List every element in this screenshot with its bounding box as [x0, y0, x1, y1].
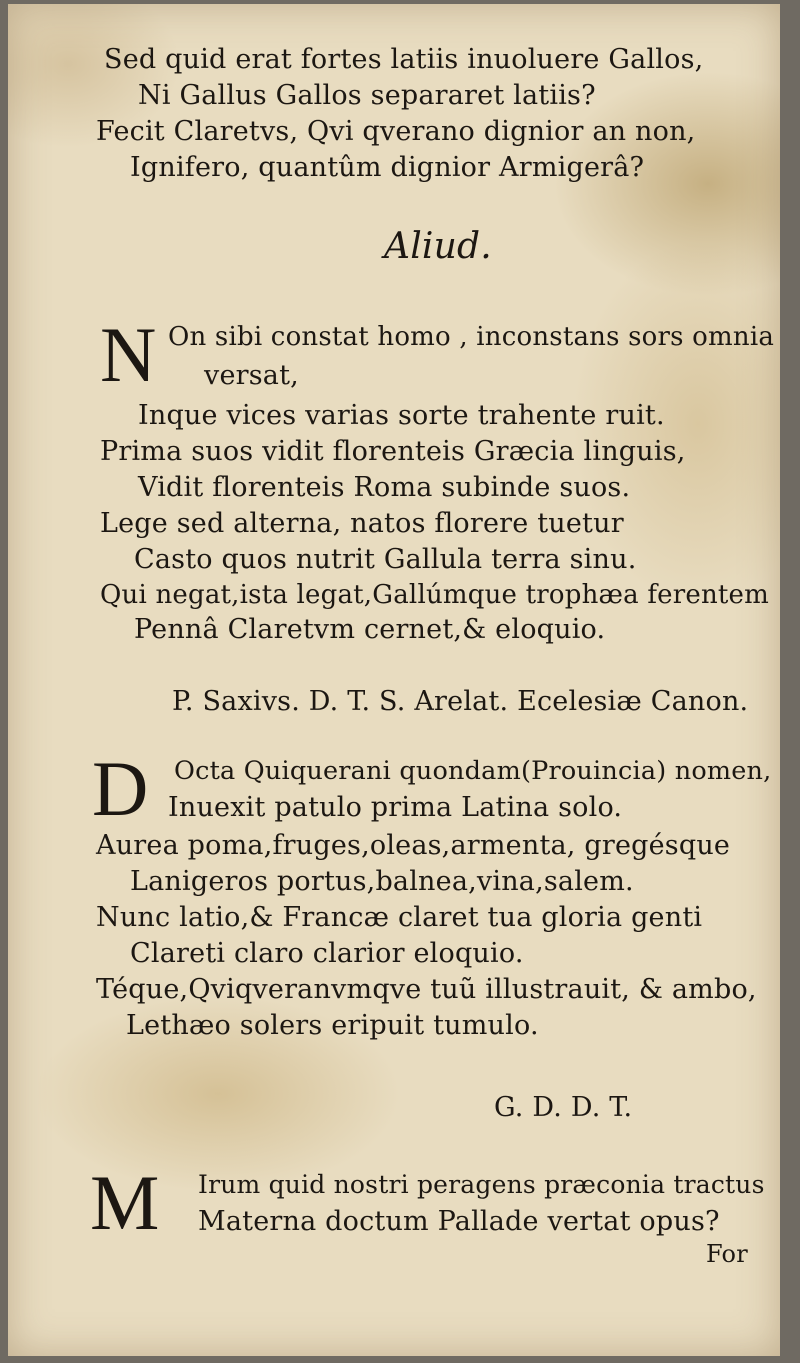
- poem2-line-6: Lege sed alterna, natos florere tuetur: [100, 508, 624, 539]
- poem3-line-2: Inuexit patulo prima Latina solo.: [168, 792, 623, 823]
- poem2-line-9: Pennâ Claretvm cernet,& eloquio.: [134, 614, 606, 645]
- poem3-line-5: Nunc latio,& Francæ claret tua gloria genti: [96, 902, 703, 933]
- drop-cap-m: M: [90, 1159, 160, 1246]
- poem2-line-4: Prima suos vidit florenteis Græcia linguis,: [100, 436, 686, 467]
- poem1-line-3: Fecit Claretvs, Qvi qverano dignior an non,: [96, 116, 696, 147]
- poem2-line-2: versat,: [204, 360, 299, 391]
- poem3-line-4: Lanigeros portus,balnea,vina,salem.: [130, 866, 634, 897]
- author-line: P. Saxivs. D. T. S. Arelat. Ecelesiæ Canon.: [172, 686, 749, 717]
- poem1-line-4: Ignifero, quantûm dignior Armigerâ?: [130, 152, 645, 183]
- drop-cap-n: N: [100, 311, 157, 398]
- poem3-line-1: Octa Quiquerani quondam(Prouincia) nomen,: [174, 756, 772, 786]
- poem3-line-7: Téque,Qviqveranvmqve tuũ illustrauit, & ambo,: [96, 974, 757, 1005]
- signature: G. D. D. T.: [494, 1092, 633, 1123]
- aliud-heading: Aliud.: [384, 226, 492, 267]
- poem1-line-2: Ni Gallus Gallos separaret latiis?: [138, 80, 596, 111]
- poem2-line-1: On sibi constat homo , inconstans sors omnia: [168, 322, 775, 352]
- catchword: For: [706, 1240, 748, 1268]
- poem3-line-6: Clareti claro clarior eloquio.: [130, 938, 524, 969]
- poem2-line-5: Vidit florenteis Roma subinde suos.: [138, 472, 631, 503]
- poem3-line-3: Aurea poma,fruges,oleas,armenta, gregésque: [96, 830, 731, 861]
- poem4-line-1: Irum quid nostri peragens præconia tractus: [198, 1170, 765, 1199]
- drop-cap-d: D: [92, 745, 149, 832]
- poem2-line-3: Inque vices varias sorte trahente ruit.: [138, 400, 665, 431]
- poem1-line-1: Sed quid erat fortes latiis inuoluere Gallos,: [104, 44, 704, 75]
- poem2-line-8: Qui negat,ista legat,Gallúmque trophæa ferentem: [100, 580, 769, 610]
- poem2-line-7: Casto quos nutrit Gallula terra sinu.: [134, 544, 637, 575]
- book-page: [8, 4, 780, 1356]
- poem4-line-2: Materna doctum Pallade vertat opus?: [198, 1206, 720, 1237]
- poem3-line-8: Lethæo solers eripuit tumulo.: [126, 1010, 539, 1041]
